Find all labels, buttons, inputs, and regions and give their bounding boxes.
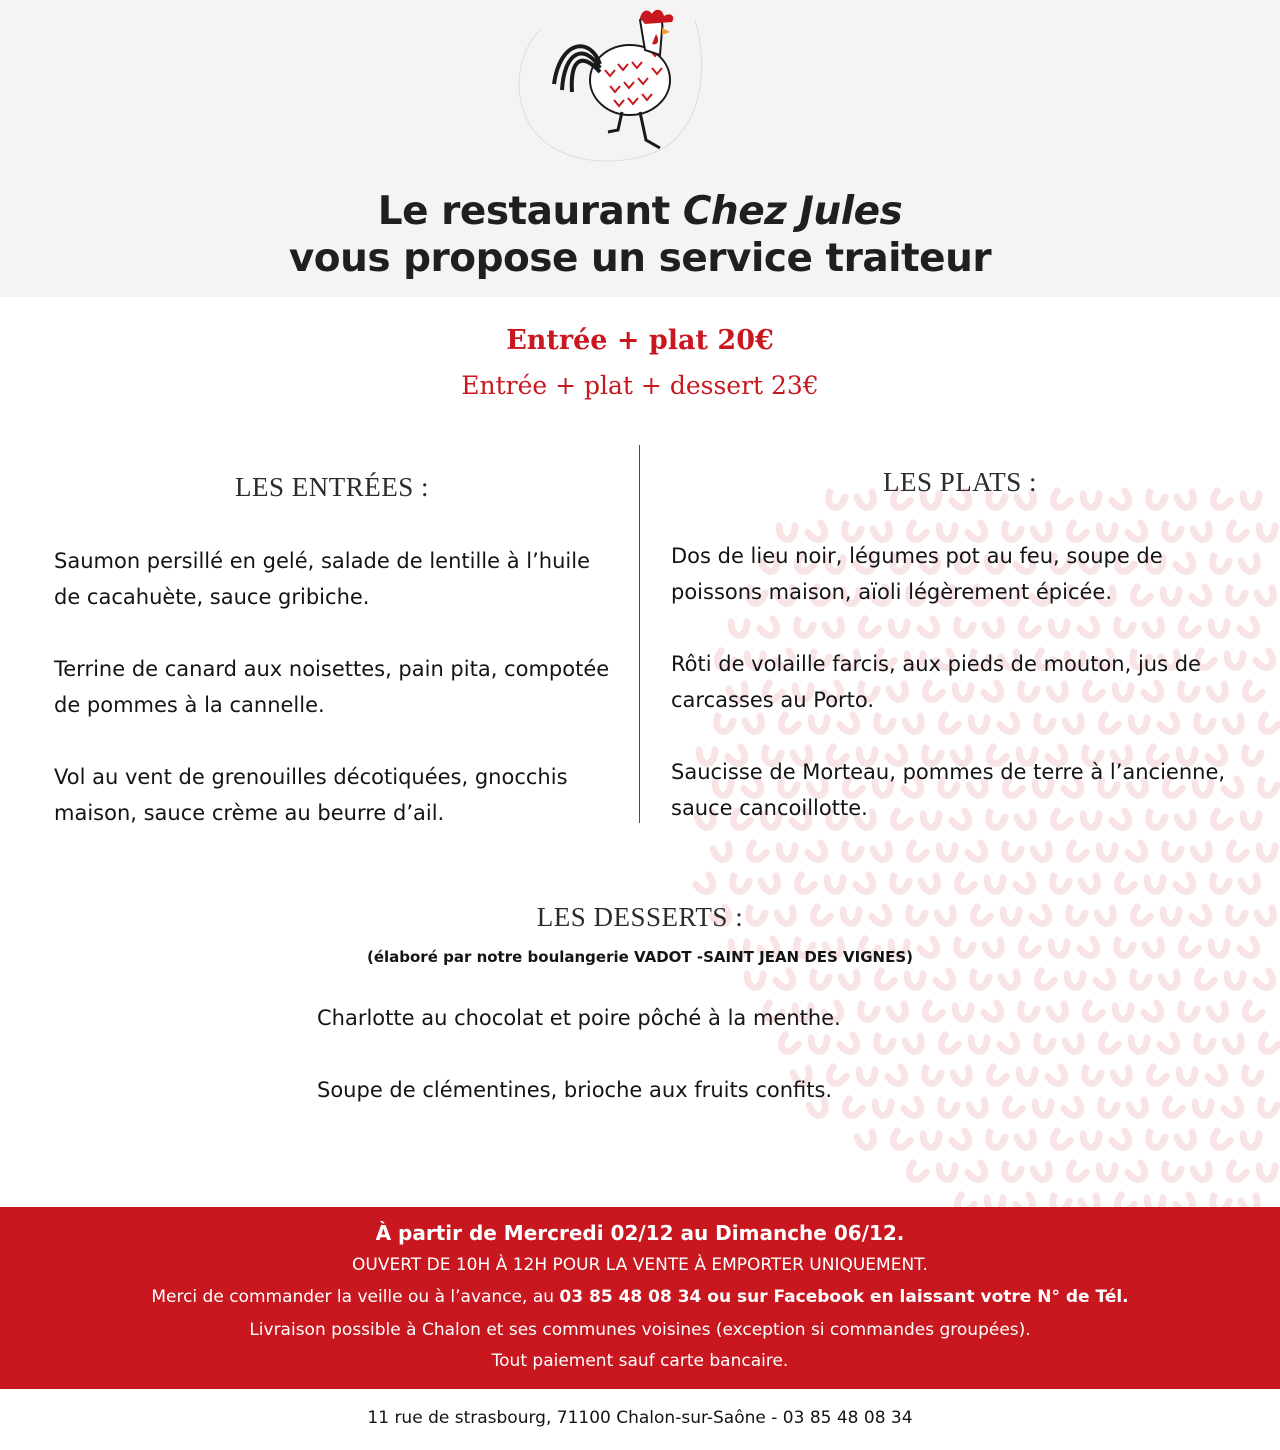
desserts-list: [317, 1000, 1037, 1144]
squiggle-mark: [1146, 1132, 1165, 1150]
list-item: Saucisse de Morteau, pommes de terre à l’ancienne, sauce cancoillotte.: [671, 760, 1226, 820]
squiggle-mark: [1016, 875, 1037, 895]
squiggle-mark: [1194, 1036, 1213, 1054]
squiggle-mark: [1082, 1068, 1101, 1086]
squiggle-mark: [1209, 1004, 1228, 1022]
squiggle-mark: [1208, 1067, 1229, 1087]
plats-heading: LES PLATS :: [882, 467, 1038, 497]
squiggle-mark: [1081, 876, 1100, 894]
squiggle-mark: [1258, 1100, 1277, 1118]
squiggle-mark: [1001, 972, 1020, 990]
squiggle-mark: [1209, 1131, 1230, 1151]
squiggle-mark: [1258, 780, 1277, 798]
squiggle-mark: [1243, 494, 1259, 508]
squiggle-mark: [1128, 1163, 1149, 1183]
squiggle-mark: [1096, 971, 1117, 991]
squiggle-mark: [1259, 846, 1275, 860]
list-item: Vol au vent de grenouilles décotiquées, gnocchis maison, sauce crème au beurre d’ail.: [54, 765, 568, 825]
squiggle-mark: [1081, 1003, 1102, 1023]
squiggle-mark: [1161, 1099, 1182, 1119]
squiggle-mark: [1049, 1131, 1070, 1151]
price-formula-2: Entrée + plat + dessert 23€: [461, 371, 819, 400]
squiggle-mark: [1176, 875, 1197, 895]
list-item: Dos de lieu noir, légumes pot au feu, soupe de poissons maison, aïoli légèrement épicée.: [671, 544, 1163, 604]
delivery-info: Livraison possible à Chalon et ses communes voisines (exception si commandes groupées).: [249, 1320, 1031, 1340]
squiggle-mark: [1177, 1132, 1196, 1150]
squiggle-mark: [810, 972, 829, 990]
squiggle-mark: [1033, 971, 1054, 991]
footer-address: 11 rue de strasbourg, 71100 Chalon-sur-Saône - 03 85 48 08 34: [367, 1408, 913, 1428]
squiggle-mark: [1083, 1134, 1099, 1148]
payment-info: Tout paiement sauf carte bancaire.: [491, 1351, 789, 1371]
squiggle-mark: [968, 1163, 989, 1183]
squiggle-mark: [1257, 715, 1278, 735]
squiggle-mark: [1112, 1131, 1133, 1151]
squiggle-mark: [1144, 1003, 1165, 1023]
squiggle-mark: [1097, 1035, 1118, 1055]
squiggle-mark: [1065, 1036, 1084, 1054]
squiggle-mark: [987, 878, 1003, 892]
squiggle-mark: [827, 878, 843, 892]
squiggle-mark: [1067, 974, 1083, 988]
desserts-note: (élaboré par notre boulangerie VADOT -SAINT JEAN DES VIGNES): [366, 948, 914, 966]
desserts-heading: LES DESSERTS :: [536, 902, 744, 932]
squiggle-mark: [1065, 1163, 1086, 1183]
info-band: [0, 1207, 1280, 1389]
title-subtitle: vous propose un service traiteur: [288, 236, 992, 281]
rooster-logo-icon: [500, 0, 720, 170]
squiggle-mark: [1241, 1003, 1262, 1023]
squiggle-mark: [1002, 1164, 1021, 1182]
squiggle-mark: [730, 876, 749, 894]
entrees-list: [54, 543, 614, 867]
squiggle-mark: [1257, 588, 1276, 606]
squiggle-mark: [1161, 972, 1180, 990]
squiggle-mark: [1225, 1036, 1244, 1054]
list-item: Terrine de canard aux noisettes, pain pita, compotée de pommes à la cannelle.: [54, 657, 610, 717]
squiggle-mark: [1049, 1004, 1068, 1022]
squiggle-mark: [1259, 526, 1275, 540]
squiggle-mark: [776, 971, 797, 991]
squiggle-mark: [696, 875, 717, 895]
squiggle-mark: [841, 972, 860, 990]
squiggle-mark: [936, 971, 957, 991]
squiggle-mark: [1035, 1102, 1051, 1116]
squiggle-mark: [1178, 1004, 1197, 1022]
squiggle-mark: [1241, 876, 1260, 894]
squiggle-mark: [1193, 971, 1214, 991]
list-item: Rôti de volaille farcis, aux pieds de mouton, jus de carcasses au Porto.: [671, 652, 1201, 712]
squiggle-mark: [1195, 1102, 1211, 1116]
list-item: Saumon persillé en gelé, salade de lentille à l’huile de cacahuète, sauce gribiche.: [54, 549, 591, 609]
squiggle-mark: [1162, 1164, 1181, 1182]
squiggle-mark: [1113, 875, 1134, 895]
column-divider: [639, 445, 640, 823]
squiggle-mark: [1098, 1100, 1117, 1118]
squiggle-mark: [1130, 972, 1149, 990]
squiggle-mark: [939, 1166, 955, 1180]
squiggle-mark: [905, 1163, 926, 1183]
page-title: [0, 188, 1280, 282]
squiggle-mark: [1210, 876, 1229, 894]
squiggle-mark: [873, 971, 894, 991]
order-instructions: [0, 1287, 1280, 1307]
availability-headline: À partir de Mercredi 02/12 au Dimanche 06/12.: [375, 1221, 905, 1245]
squiggle-mark: [1256, 651, 1277, 671]
squiggle-mark: [747, 974, 763, 988]
squiggle-mark: [1225, 1163, 1246, 1183]
entrees-heading: LES ENTRÉES :: [235, 472, 429, 502]
squiggle-mark: [1129, 1100, 1148, 1118]
list-item: Charlotte au chocolat et poire pôché à la menthe.: [317, 1006, 841, 1030]
squiggle-mark: [1131, 1038, 1147, 1052]
order-contact: 03 85 48 08 34 ou sur Facebook en laissant votre N° de Tél.: [559, 1287, 1129, 1307]
squiggle-mark: [1147, 878, 1163, 892]
plats-list: [671, 538, 1251, 862]
squiggle-mark: [1179, 1070, 1195, 1084]
squiggle-mark: [953, 875, 974, 895]
squiggle-mark: [1064, 1099, 1085, 1119]
squiggle-mark: [1160, 1035, 1181, 1055]
squiggle-mark: [1033, 1164, 1052, 1182]
squiggle-mark: [1259, 1166, 1275, 1180]
squiggle-mark: [793, 875, 814, 895]
squiggle-mark: [1048, 1067, 1069, 1087]
squiggle-mark: [1099, 1166, 1115, 1180]
order-instructions-text: Merci de commander la veille ou à l’avance, au: [151, 1287, 560, 1307]
squiggle-mark: [1145, 1067, 1166, 1087]
restaurant-name: Chez Jules: [682, 189, 903, 234]
squiggle-mark: [1193, 1164, 1212, 1182]
title-prefix: Le restaurant: [377, 189, 683, 234]
squiggle-mark: [1115, 1006, 1131, 1020]
price-formula-1: Entrée + plat 20€: [506, 325, 774, 356]
squiggle-mark: [1113, 1068, 1132, 1086]
list-item: Soupe de clémentines, brioche aux fruits confits.: [317, 1078, 833, 1102]
squiggle-mark: [921, 876, 940, 894]
squiggle-mark: [1242, 1068, 1261, 1086]
squiggle-mark: [907, 974, 923, 988]
squiggle-mark: [1243, 1134, 1259, 1148]
opening-hours: OUVERT DE 10H À 12H POUR LA VENTE À EMPORTER UNIQUEMENT.: [352, 1255, 928, 1275]
squiggle-mark: [856, 875, 877, 895]
squiggle-mark: [970, 972, 989, 990]
squiggle-mark: [1050, 876, 1069, 894]
squiggle-mark: [1224, 1099, 1245, 1119]
squiggle-mark: [1227, 974, 1243, 988]
squiggle-mark: [761, 876, 780, 894]
squiggle-mark: [1256, 971, 1277, 991]
squiggle-mark: [890, 876, 909, 894]
squiggle-mark: [1257, 1035, 1278, 1055]
